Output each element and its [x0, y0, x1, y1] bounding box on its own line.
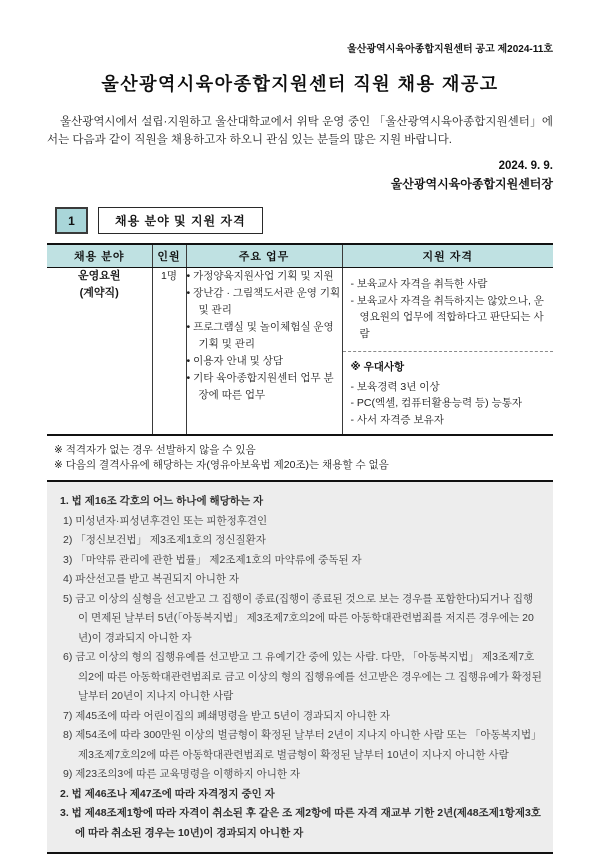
- section-title: 채용 분야 및 지원 자격: [98, 207, 263, 234]
- document-date: 2024. 9. 9.: [498, 160, 553, 172]
- preferred-item: - PC(엑셀, 컴퓨터활용능력 등) 능통자: [350, 397, 523, 409]
- note-line: ※ 다음의 결격사유에 해당하는 자(영유아보육법 제20조)는 채용할 수 없음: [54, 459, 389, 471]
- notice-number: 울산광역시육아종합지원센터 공고 제2024-11호: [347, 44, 553, 55]
- duty-item: • 프로그램실 및 놀이체험실 운영 기획 및 관리: [186, 321, 334, 350]
- field-type: (계약직): [79, 287, 119, 299]
- disqualification-item: 2. 법 제46조나 제47조에 따라 자격정지 중인 자: [60, 787, 275, 800]
- preferred-title: ※ 우대사항: [350, 361, 405, 373]
- qualification-item: - 보육교사 자격을 취득하지는 않았으나, 운영요원의 업무에 적합하다고 판단되는 사람: [350, 294, 544, 340]
- duty-item: • 이용자 안내 및 상담: [186, 355, 283, 367]
- disqualification-item: 4) 파산선고를 받고 복권되지 아니한 자: [63, 573, 240, 585]
- cell-headcount: 1명: [152, 268, 186, 436]
- preferred-list: [351, 379, 549, 429]
- document-signer: 울산광역시육아종합지원센터장: [390, 177, 553, 191]
- disqualification-item: 5) 금고 이상의 실형을 선고받고 그 집행이 종료(집행이 종료된 것으로 보는 경우를 포함한다)되거나 집행이 면제된 날부터 5년(「아동복지법」 제3조제7호의2에 따른 아동학대관련범죄를 저지른 경우에는 20년)이 경과되지 아니한 자: [63, 592, 534, 644]
- header-qualifications: 지원 자격: [342, 244, 553, 268]
- disqualification-item: 1. 법 제16조 각호의 어느 하나에 해당하는 자: [60, 495, 264, 507]
- header-headcount: 인원: [152, 244, 186, 268]
- disqualification-item: 3. 법 제48조제1항에 따라 자격이 취소된 후 같은 조 제2항에 따른 자격 재교부 기한 2년(제48조제1항제3호에 따라 취소된 경우는 10년)이 경과되지 아니한 자: [60, 807, 541, 839]
- preferred-block: [343, 351, 554, 434]
- disqualification-item: 9) 제23조의3에 따른 교육명령을 이행하지 아니한 자: [63, 768, 301, 780]
- disqualification-item: 8) 제54조에 따라 300만원 이상의 벌금형이 확정된 날부터 2년이 지나지 아니한 사람 또는 「아동복지법」 제3조제7호의2에 따른 아동학대관련범죄로 벌금형이 확정된 날부터 10년이 지나지 아니한 사람: [63, 729, 542, 761]
- disqualification-item: 6) 금고 이상의 형의 집행유예를 선고받고 그 유예기간 중에 있는 사람. 다만, 「아동복지법」 제3조제7호의2에 따른 아동학대관련범죄로 금고 이상의 형의 집행유예를 선고받은 경우에는 그 집행유예가 확정된 날부터 20년이 지나지 아니한 사람: [63, 651, 542, 702]
- section-1-header: [55, 207, 553, 234]
- cell-recruit-field: [47, 268, 152, 436]
- duty-item: • 가정양육지원사업 기획 및 지원: [186, 270, 334, 282]
- note-line: ※ 적격자가 없는 경우 선발하지 않을 수 있음: [54, 444, 256, 456]
- qualification-list: [343, 268, 554, 351]
- disqualification-item: 7) 제45조에 따라 어린이집의 폐쇄명령을 받고 5년이 경과되지 아니한 자: [63, 709, 390, 722]
- preferred-item: - 보육경력 3년 이상: [350, 380, 440, 393]
- section-number-badge: 1: [55, 207, 88, 234]
- table-row: [47, 268, 553, 436]
- recruitment-table: [47, 243, 553, 436]
- disqualification-item: 1) 미성년자·피성년후견인 또는 피한정후견인: [63, 514, 268, 527]
- cell-qualifications: [342, 268, 553, 436]
- intro-paragraph: 울산광역시에서 설립·지원하고 울산대학교에서 위탁 운영 중인 「울산광역시육아종합지원센터」에서는 다음과 같이 직원을 채용하고자 하오니 관심 있는 분들의 많은 지원 바랍니다.: [47, 116, 553, 146]
- page-title: 울산광역시육아종합지원센터 직원 채용 재공고: [101, 74, 499, 94]
- header-main-duties: 주요 업무: [186, 244, 342, 268]
- cell-main-duties: [186, 268, 342, 436]
- disqualification-item: 2) 「정신보건법」 제3조제1호의 정신질환자: [63, 534, 266, 546]
- disqualification-item: 3) 「마약류 관리에 관한 법률」 제2조제1호의 마약류에 중독된 자: [63, 553, 362, 566]
- header-recruit-field: 채용 분야: [47, 244, 152, 268]
- preferred-item: - 사서 자격증 보유자: [350, 413, 444, 426]
- duty-item: • 기타 육아종합지원센터 업무 분장에 따른 업무: [186, 372, 334, 401]
- qualification-item: - 보육교사 자격을 취득한 사람: [350, 278, 488, 290]
- field-name: 운영요원: [77, 270, 121, 282]
- footnotes: [54, 443, 553, 473]
- table-header-row: [47, 244, 553, 268]
- duty-item: • 장난감 · 그림책도서관 운영 기획 및 관리: [186, 287, 341, 316]
- disqualification-box: [47, 480, 553, 854]
